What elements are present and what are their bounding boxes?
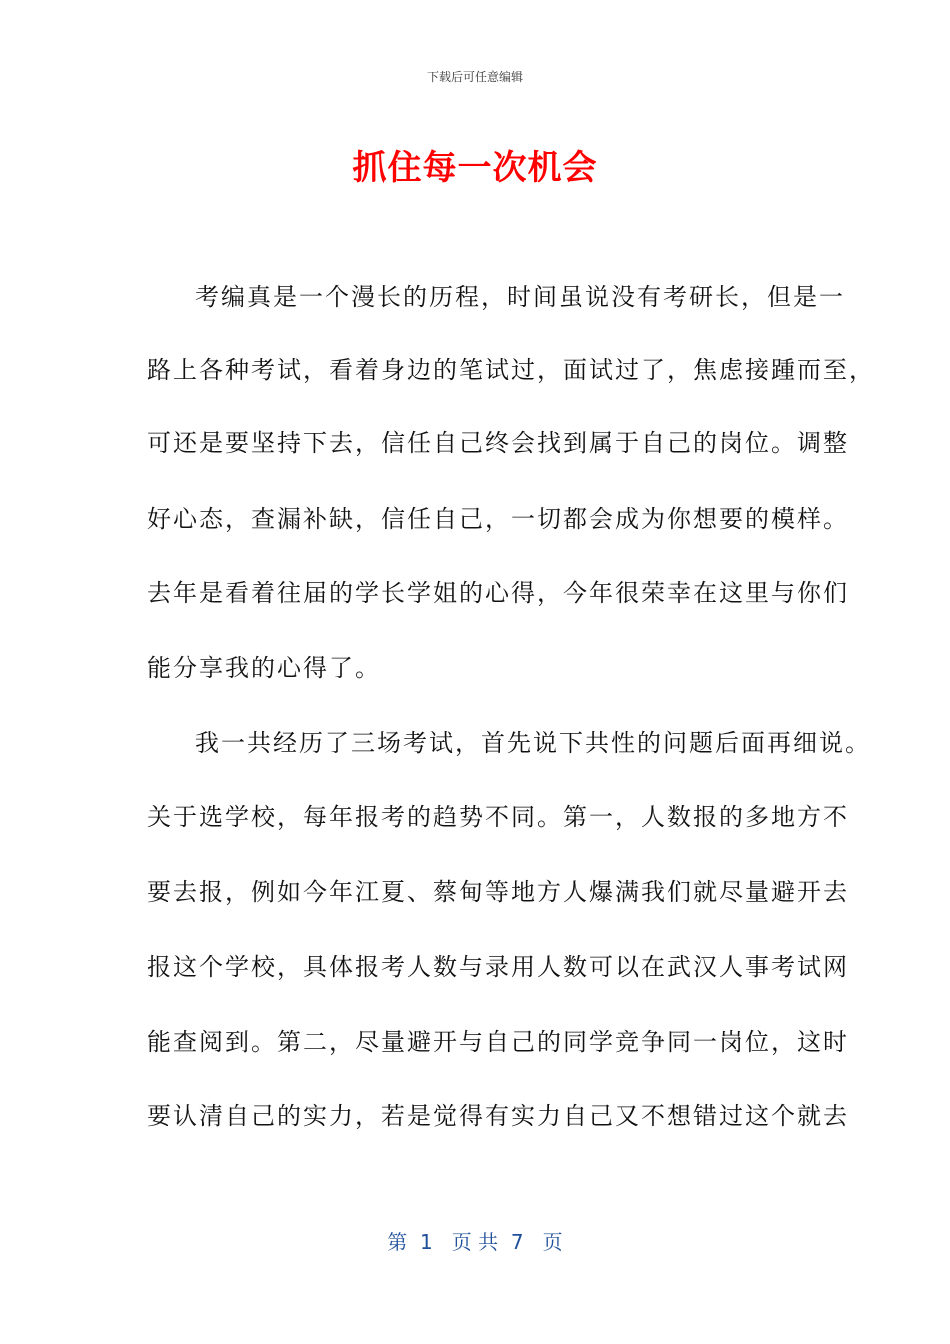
paragraph-line: 报这个学校，具体报考人数与录用人数可以在武汉人事考试网 <box>147 953 849 981</box>
paragraph-line: 要去报，例如今年江夏、蔡甸等地方人爆满我们就尽量避开去 <box>147 878 849 906</box>
paragraph-line: 能分享我的心得了。 <box>147 654 381 682</box>
document-title: 抓住每一次机会 <box>352 148 598 188</box>
paragraph-line: 好心态，查漏补缺，信任自己，一切都会成为你想要的模样。 <box>147 505 849 533</box>
paragraph-line: 路上各种考试，看着身边的笔试过，面试过了，焦虑接踵而至， <box>147 356 875 384</box>
paragraph-line: 考编真是一个漫长的历程，时间虽说没有考研长，但是一 <box>195 283 845 311</box>
paragraph-line: 去年是看着往届的学长学姐的心得，今年很荣幸在这里与你们 <box>147 579 849 607</box>
paragraph-line: 要认清自己的实力，若是觉得有实力自己又不想错过这个就去 <box>147 1102 849 1130</box>
paragraph-line: 可还是要坚持下去，信任自己终会找到属于自己的岗位。调整 <box>147 429 849 457</box>
header-note: 下载后可任意编辑 <box>426 70 523 84</box>
paragraph-line: 能查阅到。第二，尽量避开与自己的同学竞争同一岗位，这时 <box>147 1028 849 1056</box>
paragraph-line: 关于选学校，每年报考的趋势不同。第一，人数报的多地方不 <box>147 803 849 831</box>
page-number-footer: 第 1 页 共 7 页 <box>387 1230 563 1254</box>
paragraph-line: 我一共经历了三场考试，首先说下共性的问题后面再细说。 <box>195 729 871 757</box>
